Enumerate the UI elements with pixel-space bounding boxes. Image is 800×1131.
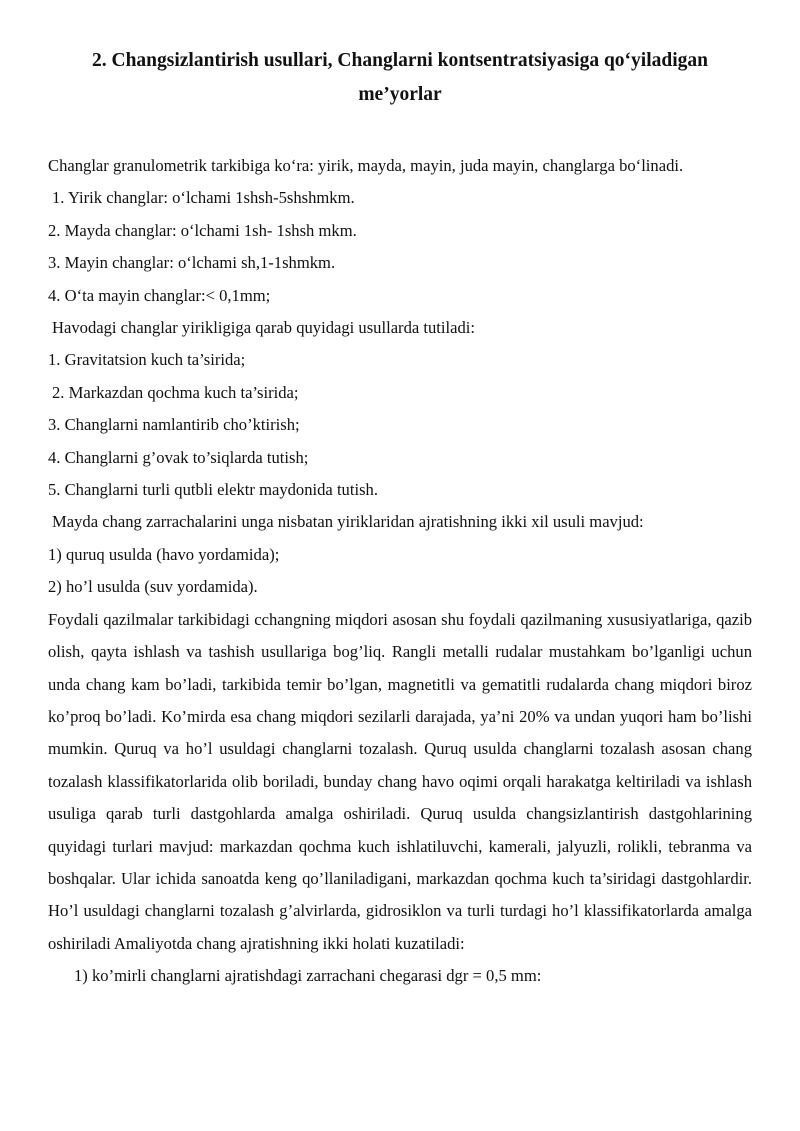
size-class-item: 2. Mayda changlar: o‘lchami 1sh- 1shsh mkm.	[48, 220, 357, 240]
method-item: 3. Changlarni namlantirib cho’ktirish;	[48, 415, 300, 435]
document-body	[48, 150, 752, 993]
document-title: 2. Changsizlantirish usullari, Changlarni kontsentratsiyasiga qo‘yiladigan me’yorlar	[92, 50, 708, 105]
size-class-item: 3. Mayin changlar: o‘lchami sh,1-1shmkm.	[48, 253, 336, 273]
separation-item: 2) ho’l usulda (suv yordamida).	[48, 577, 258, 597]
separation-intro: Mayda chang zarrachalarini unga nisbatan yiriklaridan ajratishning ikki xil usuli mavjud:	[52, 512, 644, 532]
method-item: 4. Changlarni g’ovak to’siqlarda tutish;	[48, 447, 309, 467]
method-item: 1. Gravitatsion kuch ta’sirida;	[48, 350, 246, 370]
final-list-item: 1) ko’mirli changlarni ajratishdagi zarrachani chegarasi dgr = 0,5 mm:	[74, 966, 542, 986]
separation-item: 1) quruq usulda (havo yordamida);	[48, 544, 280, 564]
size-class-item: 1. Yirik changlar: o‘lchami 1shsh-5shshmkm.	[52, 188, 355, 208]
methods-intro: Havodagi changlar yirikligiga qarab quyidagi usullarda tutiladi:	[52, 318, 476, 338]
size-class-item: 4. O‘ta mayin changlar:< 0,1mm;	[48, 285, 271, 305]
method-item: 2. Markazdan qochma kuch ta’sirida;	[52, 382, 299, 402]
method-item: 5. Changlarni turli qutbli elektr maydonida tutish.	[48, 480, 378, 500]
intro-paragraph: Changlar granulometrik tarkibiga ko‘ra: yirik, mayda, mayin, juda mayin, changlarga bo‘linadi.	[48, 156, 684, 175]
main-paragraph: Foydali qazilmalar tarkibidagi cchangning miqdori asosan shu foydali qazilmaning xususiyatlariga, qazib olish, qayta ishlash va tashish usullariga bog’liq. Rangli metalli rudalar mustahkam bo’lganligi uchun unda chang kam bo’ladi, tarkibida temir bo’lgan, magnetitli va gematitli rudalarda chang miqdori biroz ko’proq bo’ladi. Ko’mirda esa chang miqdori sezilarli darajada, ya’ni 20% va undan yuqori ham bo’lishi mumkin. Quruq va ho’l usuldagi changlarni tozalash. Quruq usulda changlarni tozalash asosan chang tozalash klassifikatorlarida olib boriladi, bunday chang havo oqimi orqali harakatga keltiriladi va ishlash usuliga qarab turli dastgohlarda amalga oshiriladi. Quruq usulda changsizlantirish dastgohlarining quyidagi turlari mavjud: markazdan qochma kuch ishlatiluvchi, kamerali, jalyuzli, rolikli, tebranma va boshqalar. Ular ichida sanoatda keng qo’llaniladigani, markazdan qochma kuch ta’siridagi dastgohlardir. Ho’l usuldagi changlarni tozalash g’alvirlarda, gidrosiklon va turli turdagi ho’l klassifikatorlarda amalga oshiriladi Amaliyotda chang ajratishning ikki holati kuzatiladi:	[48, 609, 752, 953]
